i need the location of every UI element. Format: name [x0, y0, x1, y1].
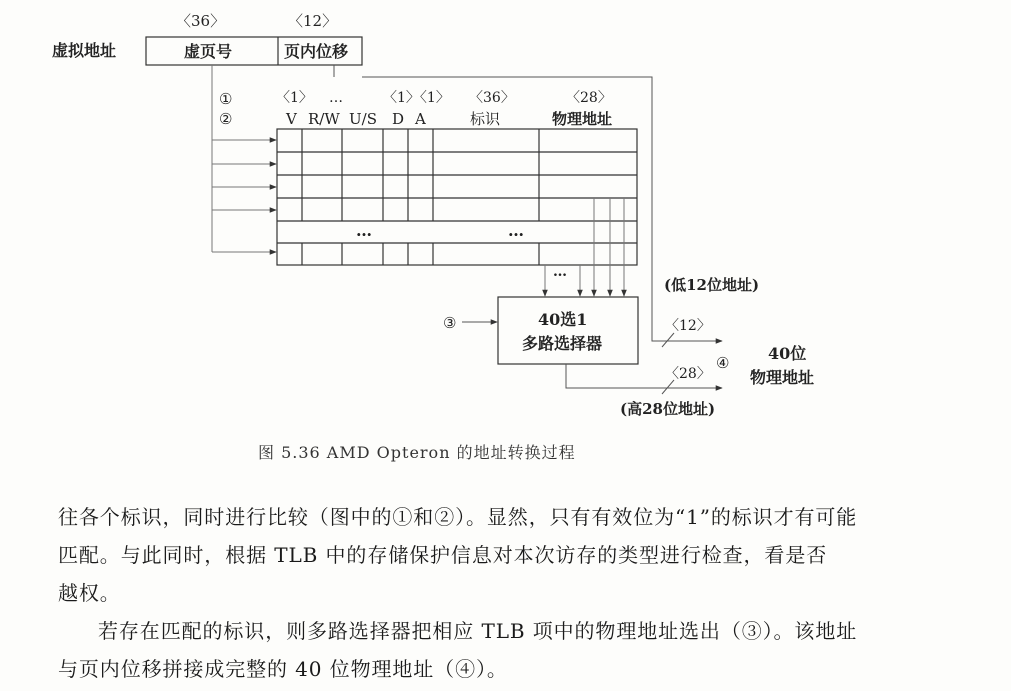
result-label-1: 40位 [768, 344, 807, 363]
step-1-label: ① [219, 90, 233, 108]
step-3-label: ③ [443, 314, 457, 332]
tlb-ellipsis-right: … [508, 221, 524, 240]
vpn-width-label: 〈36〉 [176, 12, 226, 30]
body-line-2: 匹配。与此同时，根据 TLB 中的存储保护信息对本次访存的类型进行检查，看是否 [58, 543, 828, 567]
low-width-label: 〈12〉 [665, 318, 711, 334]
col-width-v: 〈1〉 [276, 90, 313, 106]
low-bits-label: (低12位地址) [664, 276, 760, 294]
col-width-ellipsis: … [329, 90, 343, 106]
col-header-us: U/S [349, 110, 377, 128]
col-header-tag: 标识 [470, 110, 501, 128]
col-header-a: A [415, 110, 426, 128]
col-header-v: V [286, 110, 297, 128]
body-line-3: 越权。 [58, 581, 121, 605]
pa-to-mux-lines [545, 198, 624, 296]
vpn-label: 虚页号 [184, 42, 233, 61]
col-width-pa: 〈28〉 [566, 90, 612, 106]
multiplexer [498, 297, 638, 364]
body-line-5: 与页内位移拼接成完整的 40 位物理地址（④）。 [58, 657, 508, 681]
high-width-label: 〈28〉 [665, 366, 711, 382]
col-header-rw: R/W [308, 110, 340, 128]
tlb-table [277, 129, 637, 265]
offset-label: 页内位移 [284, 42, 349, 61]
figure-caption: 图 5.36 AMD Opteron 的地址转换过程 [258, 443, 576, 462]
result-label-2: 物理地址 [750, 368, 815, 387]
body-line-1: 往各个标识，同时进行比较（图中的①和②）。显然，只有有效位为“1”的标识才有可能 [58, 505, 858, 529]
tlb-ellipsis-left: … [356, 221, 372, 240]
virtual-address-label: 虚拟地址 [52, 41, 117, 60]
offset-width-label: 〈12〉 [288, 12, 338, 30]
col-width-da: 〈1〉〈1〉 [383, 90, 450, 106]
high-bits-label: (高28位地址) [620, 400, 716, 418]
col-width-tag: 〈36〉 [469, 90, 515, 106]
body-line-4: 若存在匹配的标识，则多路选择器把相应 TLB 项中的物理地址选出（③）。该地址 [98, 619, 858, 643]
col-header-pa: 物理地址 [552, 110, 613, 128]
step-2-label: ② [219, 110, 233, 128]
col-header-d: D [392, 110, 405, 128]
mux-label-1: 40选1 [538, 310, 588, 329]
mux-label-2: 多路选择器 [522, 334, 603, 353]
mux-input-ellipsis: … [553, 264, 567, 280]
step-4-label: ④ [716, 354, 730, 372]
